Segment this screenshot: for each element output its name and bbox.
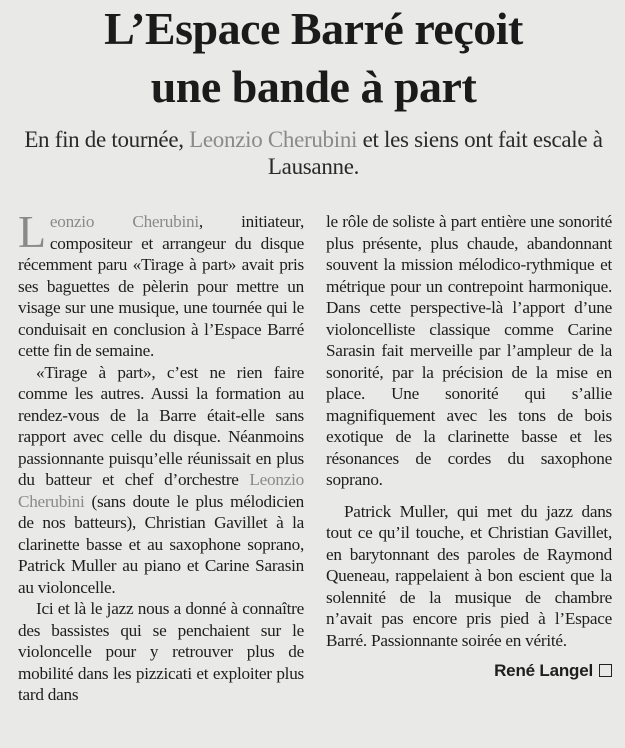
headline-line-2: une bande à part (150, 61, 477, 112)
paragraph-2 (18, 362, 304, 599)
paragraph-2-name: Leonzio Cherubini (18, 470, 304, 511)
subtitle-text-end: et les siens ont fait escale à Lausanne. (267, 127, 603, 179)
paragraph-1-text: , initiateur, compositeur et arrangeur du disque récemment paru «Tirage à part» avait pris ses baguettes de pèlerin pour mettre un visage sur une musique, une tournée qui le conduisait en conclusion à l’Espace Barré cette fin de semaine. (18, 212, 304, 360)
subtitle-text-start: En fin de tournée, (24, 127, 190, 152)
paragraph-2-text-a: «Tirage à part», c’est ne rien faire comme les autres. Aussi la formation au rendez-vous de la Barre était-elle sans rapport avec celle du disque. Néanmoins passionnante puisqu’elle réunissait en plus du batteur et chef d’orchestre (18, 362, 304, 489)
drop-cap: L (18, 206, 46, 257)
headline-line-1: L’Espace Barré reçoit (104, 3, 523, 54)
column-left (18, 206, 304, 706)
paragraph-2-text-b: (sans doute le plus mélodicien de nos batteurs), Christian Gavillet à la clarinette basse et au saxophone soprano, Patrick Muller au piano et Carine Sarasin au violoncelle. (18, 491, 304, 597)
paragraph-5: Patrick Muller, qui met du jazz dans tout ce qu’il touche, et Christian Gavillet, en barytonnant des paroles de Raymond Queneau, rappelaient à bon escient que la solennité de la musique de chambre n’avait pas encore pris pied à l’Espace Barré. Passionnante soirée en vérité. (326, 501, 612, 650)
paragraph-1-name: eonzio Cherubini (49, 212, 199, 231)
article-body (18, 206, 612, 706)
paragraph-4: le rôle de soliste à part entière une sonorité plus présente, plus chaude, abandonnant souvent la mission mélodico-rythmique et métrique pour un contrepoint harmonique. Dans cette perspective-là l’apport d’une violoncelliste classique comme Carine Sarasin fait merveille par l’ampleur de la sonorité, par la précision de la mise en place. Une sonorité qui s’allie magnifiquement avec les tons de bois exotique de la clarinette basse et les résonances de cordes du saxophone soprano. (326, 212, 612, 489)
column-right (326, 211, 612, 706)
author-name: René Langel (494, 661, 593, 680)
subtitle-highlight-name: Leonzio Cherubini (189, 127, 358, 152)
headline (18, 3, 609, 112)
subtitle (18, 126, 609, 180)
paragraph-1 (18, 206, 304, 362)
paragraph-3: Ici et là le jazz nous a donné à connaître des bassistes qui se penchaient sur le violoncelle pour y retrouver plus de mobilité dans les pizzicati et exploiter plus tard dans (18, 599, 304, 704)
byline (326, 661, 612, 681)
end-mark-square-icon (599, 664, 612, 677)
